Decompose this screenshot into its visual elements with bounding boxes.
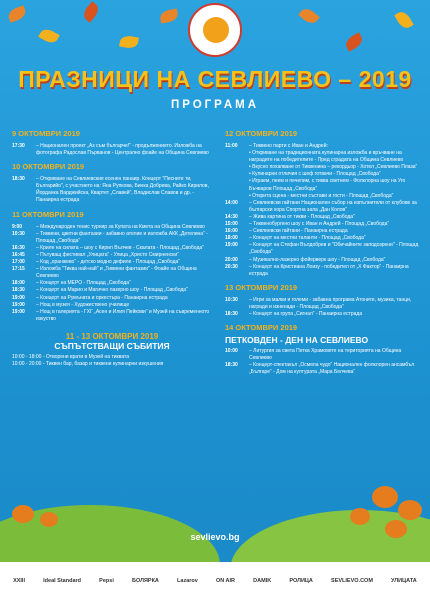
event-text: – Тиквено парти с Иван и Андрей: xyxy=(249,143,328,149)
event-time: 18:00 xyxy=(12,280,25,287)
event-text: • Вкусно похапване от Тиквенина – рекордьор - Хотел „Севлиево Плаза“ xyxy=(249,164,418,171)
event-row xyxy=(225,164,425,171)
event-text: 10:00 - 20:00 - Тиквен бар, базар и тиквени кулинарни изкушения xyxy=(12,361,164,368)
event-time: 19:00 xyxy=(12,294,25,301)
event-time: 14:00 xyxy=(225,199,238,206)
event-row xyxy=(225,214,425,221)
event-time: 16:30 xyxy=(12,244,25,251)
event-row xyxy=(12,302,212,309)
leaf-decoration xyxy=(38,26,60,45)
event-text: • Откриване на традиционната кулинарна изложба и връчване на наградите на победителите - Пред сградата на Община Севлиево xyxy=(249,150,404,164)
event-text: – Концерт на Марио и Магично лазерно шоу - Площад „Свобода“ xyxy=(36,287,188,294)
event-time: 16:45 xyxy=(12,251,25,258)
sponsor-logo: XXIII xyxy=(13,578,25,584)
website-link[interactable]: sevlievo.bg xyxy=(190,532,240,542)
event-time: 19:00 xyxy=(225,242,238,249)
event-time: 10:00 xyxy=(225,348,238,355)
event-time: 15:00 xyxy=(225,221,238,228)
day-block xyxy=(225,129,425,278)
day-block xyxy=(12,210,212,323)
event-text: – Тиквени, цветни фантазии - забавно ателие и изложба АКК „Детелина“ - Площад „Свобода“ xyxy=(36,230,208,244)
event-row xyxy=(225,311,425,318)
event-row xyxy=(225,228,425,235)
event-text: – Игри за малки и големи - забавна програма Атоните, музика, танци, награди и изненади - Площад „Свобода“ xyxy=(249,296,412,310)
event-text: • Играем, пеем и печелим, с тиква светнем - Фолклорна шоу на Уго Бъчваров Площад „Свобода“ xyxy=(249,178,406,192)
event-row xyxy=(225,362,425,376)
leaf-decoration xyxy=(159,9,179,24)
event-text: – Концерт на група „Сигнал“ - Панаирна естрада xyxy=(249,310,363,317)
event-text: – Пътуващ фестивал „Улицата“ - Улица „Христо Смирненски“ xyxy=(36,251,179,258)
event-text: – Севлиевски гайтани Национален събор на изпълнители от клубове за български хора Спортна зала „Дан Колов“ xyxy=(249,199,417,213)
event-time xyxy=(225,171,249,178)
leaf-decoration xyxy=(81,1,102,23)
event-time: 14:30 xyxy=(225,213,238,220)
date-heading: 10 ОКТОМВРИ 2019 xyxy=(12,162,85,172)
accompanying-title: СЪПЪТСТВАЩИ СЪБИТИЯ xyxy=(54,340,170,351)
event-row xyxy=(12,309,212,323)
event-text: – Концерт на местни таланти - Площад „Свобода“ xyxy=(249,235,366,242)
event-row xyxy=(12,287,212,294)
sponsor-logo: РОЛИЦА xyxy=(289,578,313,584)
sponsor-logo: Ideal Standard xyxy=(43,578,82,584)
event-time: 18:30 xyxy=(12,176,25,183)
event-time: 17:15 xyxy=(12,266,25,273)
event-row xyxy=(12,354,212,361)
event-text: – Музикално-лазерно фойерверк шоу - Площад „Свобода“ xyxy=(249,256,386,263)
event-time: 10:30 xyxy=(225,296,238,303)
pumpkin-icon xyxy=(40,512,58,527)
event-row xyxy=(12,245,212,252)
event-row xyxy=(12,361,212,368)
event-text: – Криле на силата – шоу с Кирил Вълчев - Скалата - Площад „Свобода“ xyxy=(36,244,204,251)
sponsor-logo: Lazarov xyxy=(177,578,198,584)
event-text: – Изложба "Тиква най-най" и „Тиквени фантазии" - Фоайе на Община Севлиево xyxy=(36,266,197,280)
event-time xyxy=(225,164,249,171)
event-text: • Открита сцена - местни състави и гости - Площад „Свобода“ xyxy=(249,192,394,199)
leaf-decoration xyxy=(6,5,27,22)
event-text: – Концерт на Румъната и оркестъра - Панаирна естрада xyxy=(36,294,168,301)
event-row xyxy=(225,143,425,150)
event-row xyxy=(225,171,425,178)
sponsor-logo: SEVLIEVO.COM xyxy=(331,578,373,584)
sponsor-logo: УЛИЦАТА xyxy=(391,578,417,584)
event-row xyxy=(225,297,425,311)
pumpkin-icon xyxy=(350,508,370,525)
poster-title: ПРАЗНИЦИ НА СЕВЛИЕВО – 2019 xyxy=(18,66,412,92)
event-row xyxy=(12,280,212,287)
accompanying-dates: 11 - 13 ОКТОМВРИ 2019 xyxy=(65,331,159,341)
event-time: 11:00 xyxy=(225,143,238,149)
pumpkin-icon xyxy=(372,486,398,508)
event-time: 18:00 xyxy=(225,235,238,242)
event-time xyxy=(225,193,249,200)
event-time: 20:30 xyxy=(225,263,238,270)
event-text: – Международен тенис турнир за Купата на Кмета на Община Севлиево xyxy=(36,223,205,230)
event-text: 10:00 - 18:00 - Отворени врати в Музей на тиквата xyxy=(12,354,130,361)
event-time: 19:00 xyxy=(12,308,25,315)
event-row xyxy=(225,257,425,264)
event-text: – Жива картина от тикви - Площад „Свобода“ xyxy=(249,213,355,220)
sponsors-bar xyxy=(0,562,430,600)
event-row xyxy=(12,176,212,204)
pumpkin-icon xyxy=(12,505,34,523)
event-time: 16:00 xyxy=(225,228,238,235)
event-row xyxy=(12,231,212,245)
event-row xyxy=(225,193,425,200)
poster-subtitle: ПРОГРАМА xyxy=(170,99,260,111)
event-row xyxy=(225,200,425,214)
event-text: – Концерт на Кристиана Лоизу - победител от „Х Фактор“ - Панаирна естрада xyxy=(249,263,409,277)
sponsor-logo: ON AIR xyxy=(215,578,236,584)
event-row xyxy=(225,150,425,164)
event-text: – Нощ в галерията - ГХГ „Асен и Илия Пейкови“ и Музей на съвременното изкуство xyxy=(36,308,210,322)
event-text: – Литургия за света Петка Храмовете на територията на Община Севлиево xyxy=(249,348,402,362)
sponsor-logo: DAMIK xyxy=(253,578,272,584)
event-time: 17:30 xyxy=(12,143,25,149)
festival-logo xyxy=(188,3,242,57)
day-block xyxy=(225,323,425,376)
event-time: 18:30 xyxy=(12,287,25,294)
date-heading: 9 ОКТОМВРИ 2019 xyxy=(12,129,80,138)
sponsor-logo: БОЛЯРКА xyxy=(132,578,159,584)
event-time xyxy=(225,150,249,164)
event-time: 18:30 xyxy=(225,362,238,369)
event-row xyxy=(12,252,212,259)
event-row xyxy=(12,224,212,231)
pumpkin-mascot-icon xyxy=(203,17,229,43)
event-row xyxy=(12,143,212,157)
leaf-decoration xyxy=(394,9,413,31)
event-time: 19:00 xyxy=(12,301,25,308)
event-text: – Тиквенобургено шоу с Иван и Андрей - Площад „Свобода“ xyxy=(249,221,390,228)
event-text: – Концерт-спектакъл „Осмела чудо“ Национален фолклорен ансамбъл „Българе“ - Дом на културата „Мара Белчева“ xyxy=(249,362,415,376)
event-row xyxy=(225,348,425,362)
pumpkin-icon xyxy=(398,500,422,520)
event-text: – Концерт на МЕРО - Площад „Свобода“ xyxy=(36,280,131,287)
sponsor-logo: Pepsi xyxy=(99,578,114,584)
leaf-decoration xyxy=(298,6,320,27)
event-text: – Нощ в музея - Художествено училище xyxy=(36,301,130,308)
date-heading: 13 ОКТОМВРИ 2019 xyxy=(225,282,298,292)
day-block xyxy=(12,162,212,204)
day-block xyxy=(225,283,425,318)
event-text: – Севлиевски гайтани - Панаирна естрада xyxy=(249,228,348,235)
event-row xyxy=(12,266,212,280)
event-row xyxy=(225,264,425,278)
accompanying-events xyxy=(12,333,212,368)
event-time: 18:30 xyxy=(225,310,238,317)
date-heading: 12 ОКТОМВРИ 2019 xyxy=(225,129,298,138)
holiday-title: ПЕТКОВДЕН - ДЕН НА СЕВЛИЕВО xyxy=(225,335,369,346)
date-heading: 14 ОКТОМВРИ 2019 xyxy=(225,323,298,333)
event-text: – Код „оранжево“ - детско модно дефиле - Площад „Свобода“ xyxy=(36,259,180,266)
event-time xyxy=(225,178,249,192)
right-column xyxy=(225,124,425,377)
date-heading: 11 ОКТОМВРИ 2019 xyxy=(12,209,84,219)
event-time: 20:00 xyxy=(225,256,238,263)
event-text: – Откриване на Севлиевския есенен панаир. Концерт "Песните ти, Българийо", с участието на: Яна Рупкова, Бинка Добрева, Райко Кирилов, Йорданка Варджийска, Квартет „Славей“, Владислав Славов и др. - Панаирна естрада xyxy=(36,176,209,204)
event-time: 17:00 xyxy=(12,259,25,266)
event-row xyxy=(225,178,425,192)
event-time: 10:30 xyxy=(12,230,25,237)
leaf-decoration xyxy=(119,35,139,50)
event-text: • Кулинарни отличия с шеф готвачи - Площад „Свобода“ xyxy=(249,171,381,178)
event-time: 9:00 xyxy=(12,223,23,230)
day-block xyxy=(12,129,212,157)
event-row xyxy=(12,295,212,302)
event-row xyxy=(225,242,425,256)
event-text: – Национален проект „Аз съм българче!“ - продължението. Изложба на фотографа Радослав Първанов - Централно фоайе на Община Севлиево xyxy=(36,143,209,157)
left-column xyxy=(12,124,212,368)
event-text: – Концерт на Стефан Вълдобрев и "Обичайните заподозрени" - Площад „Свобода“ xyxy=(249,242,419,256)
leaf-decoration xyxy=(343,32,365,51)
